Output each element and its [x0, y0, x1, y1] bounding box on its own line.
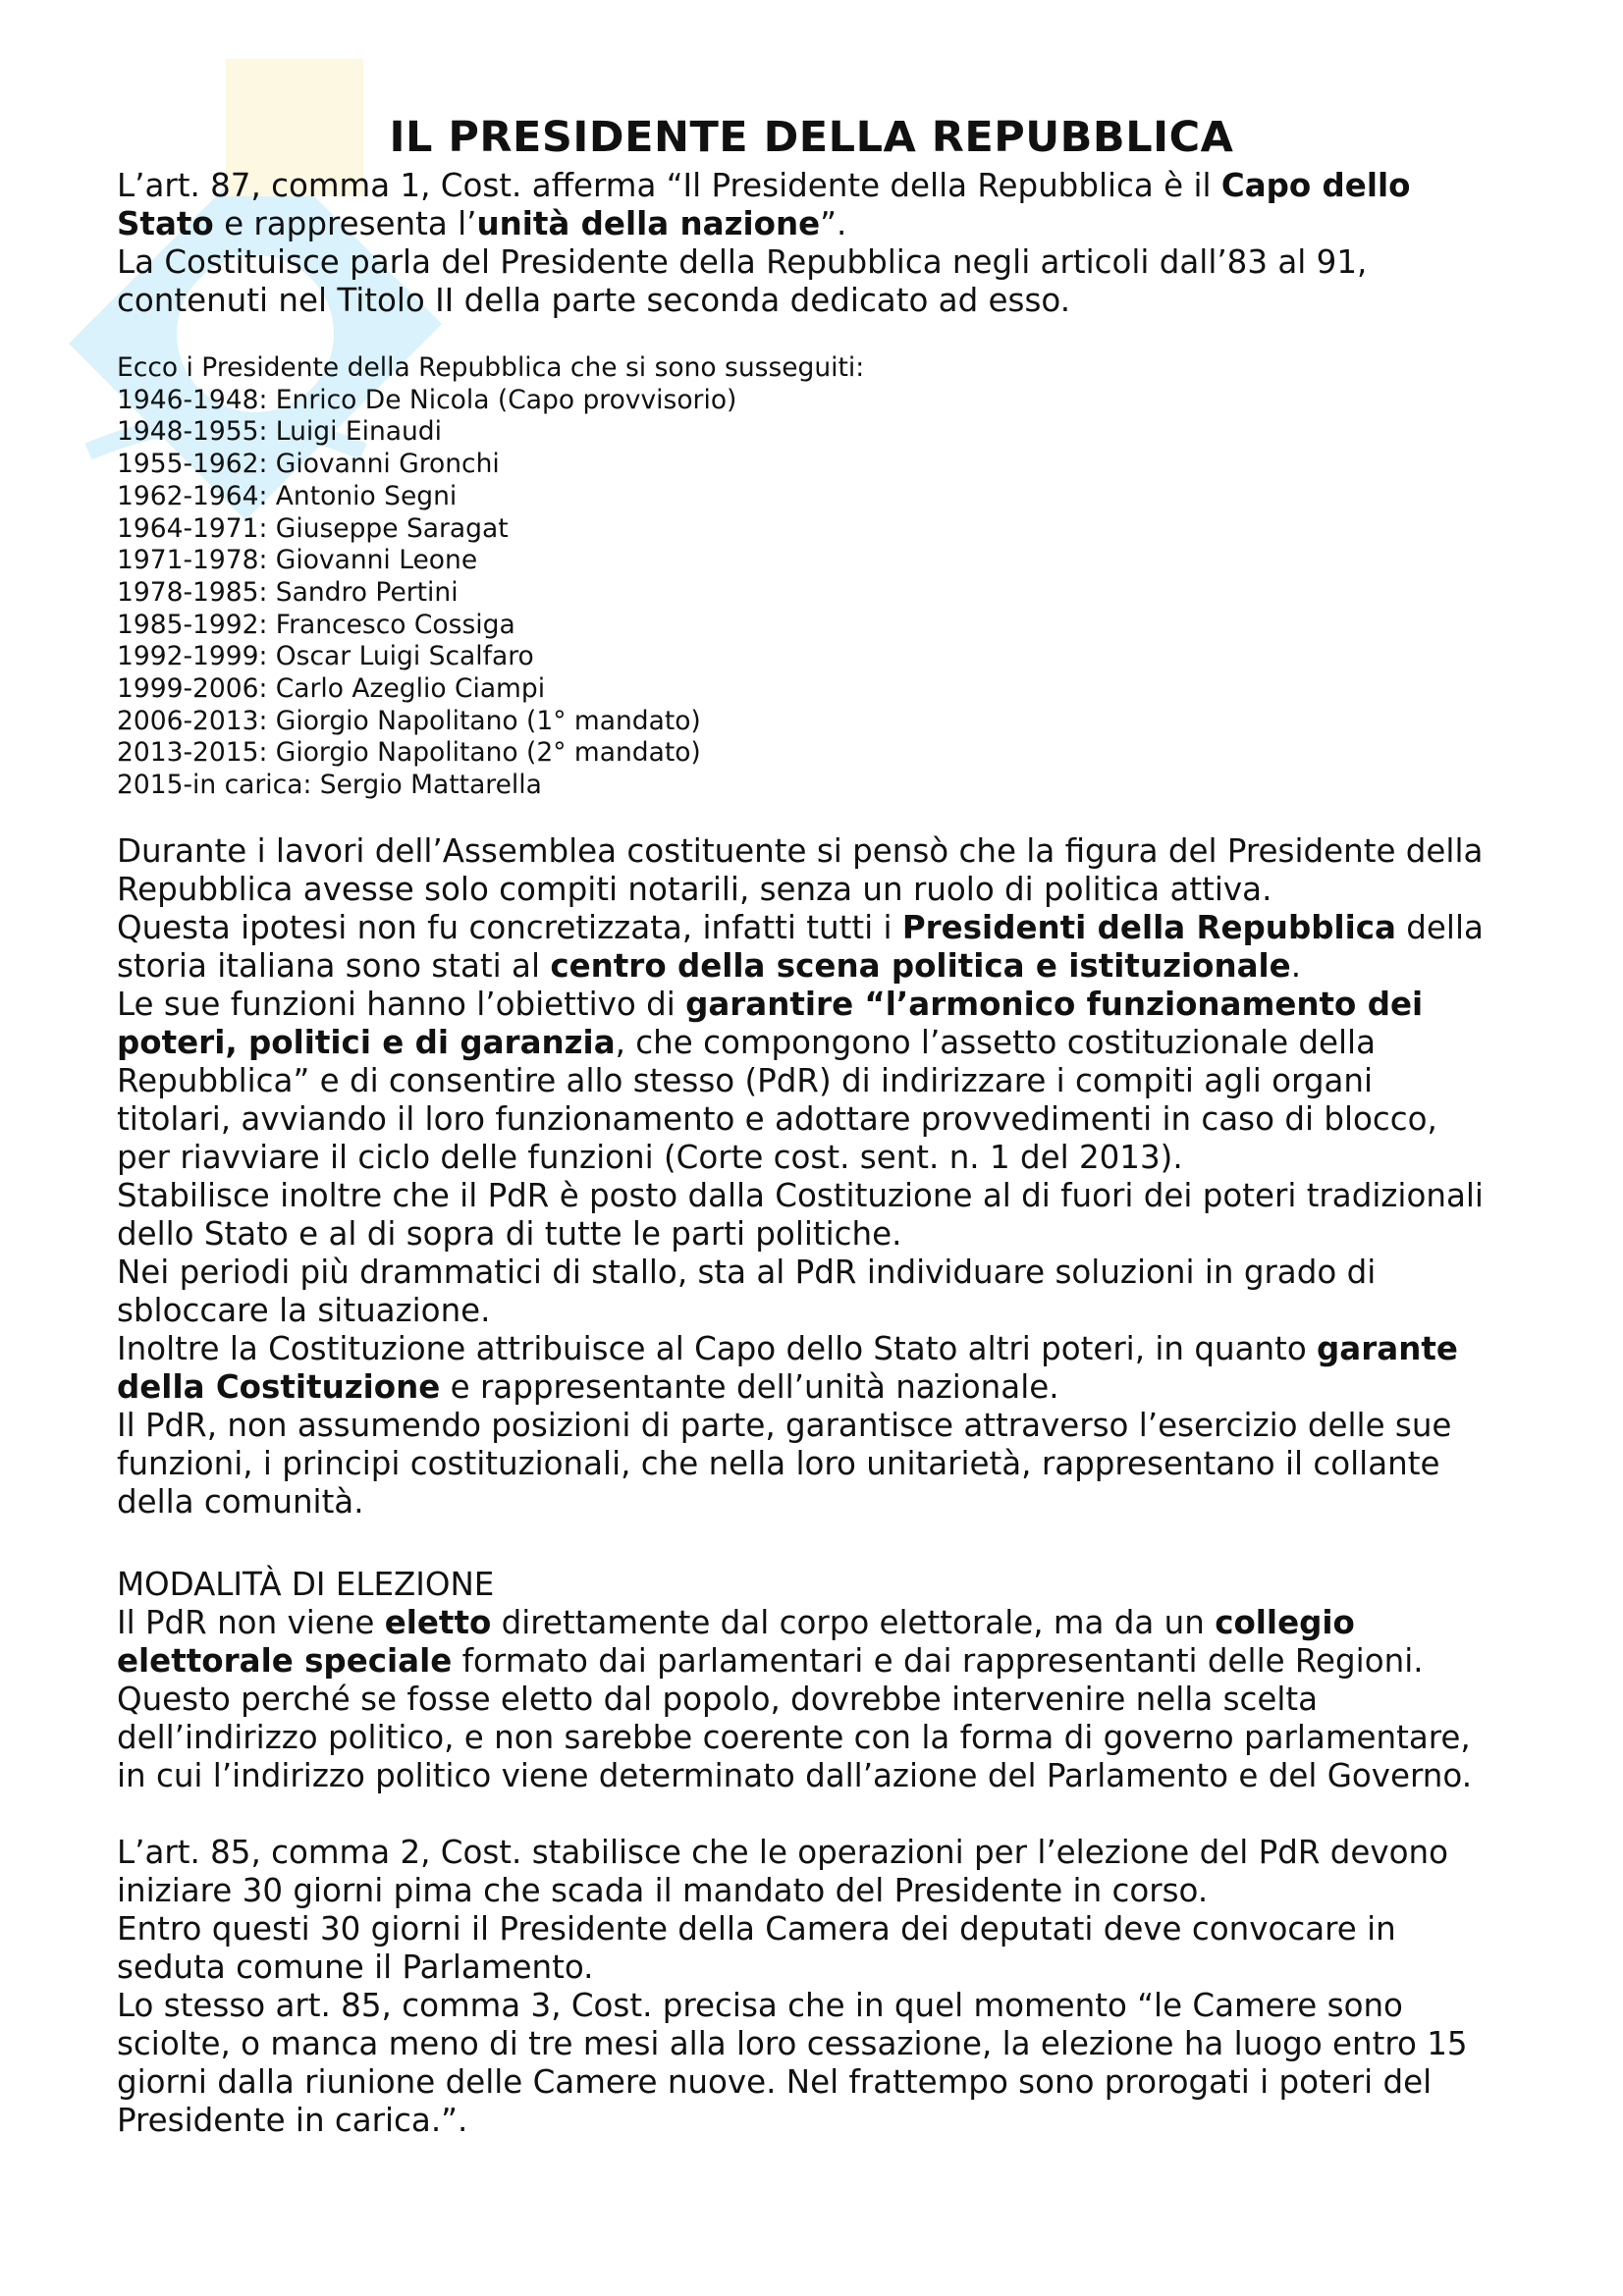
body-line: Stabilisce inoltre che il PdR è posto dalla Costituzione al di fuori dei poteri tradizionali	[117, 1177, 1484, 1214]
body-line: in cui l’indirizzo politico viene determinato dall’azione del Parlamento e del Governo.	[117, 1757, 1473, 1794]
body-text: Le sue funzioni hanno l’obiettivo di	[117, 986, 686, 1023]
intro-line-2	[117, 205, 1531, 243]
body-line: titolari, avviando il loro funzionamento e adottare provvedimenti in caso di blocco,	[117, 1100, 1437, 1138]
body-bold: della Costituzione	[117, 1368, 441, 1406]
intro-text: ”.	[820, 205, 847, 242]
body-line	[117, 1368, 1531, 1407]
body-text: direttamente dal corpo elettorale, ma da un	[491, 1604, 1216, 1641]
body-line: giorni dalla riunione delle Camere nuove. Nel frattempo sono prorogati i poteri del	[117, 2063, 1433, 2101]
body-line: dello Stato e al di sopra di tutte le parti politiche.	[117, 1215, 902, 1253]
presidents-heading: Ecco i Presidente della Repubblica che si sono susseguiti:	[117, 352, 865, 383]
body-bold: Presidenti della Repubblica	[901, 909, 1396, 946]
body-line	[117, 909, 1531, 947]
body-line: sciolte, o manca meno di tre mesi alla loro cessazione, la elezione ha luogo entro 15	[117, 2025, 1468, 2062]
list-item: 1948-1955: Luigi Einaudi	[117, 416, 442, 448]
body-text: .	[1290, 947, 1302, 985]
body-line: Nei periodi più drammatici di stallo, sta al PdR individuare soluzioni in grado di	[117, 1254, 1377, 1291]
body-bold: garante	[1317, 1330, 1458, 1367]
list-item: 1992-1999: Oscar Luigi Scalfaro	[117, 641, 534, 672]
list-item: 1985-1992: Francesco Cossiga	[117, 609, 515, 640]
body-line: Questo perché se fosse eletto dal popolo, dovrebbe intervenire nella scelta	[117, 1681, 1319, 1718]
body-bold: eletto	[384, 1604, 492, 1641]
functions-paragraph	[117, 832, 1531, 1522]
body-text: Il PdR non viene	[117, 1604, 385, 1641]
list-item: 2015-in carica: Sergio Mattarella	[117, 770, 542, 801]
body-text: della	[1395, 909, 1484, 946]
intro-paragraph	[117, 167, 1531, 320]
intro-line-1	[117, 167, 1531, 205]
body-line: iniziare 30 giorni pima che scada il mandato del Presidente in corso.	[117, 1872, 1209, 1909]
body-line: Repubblica avesse solo compiti notarili, senza un ruolo di politica attiva.	[117, 871, 1272, 908]
body-text: storia italiana sono stati al	[117, 947, 551, 985]
intro-line-4: contenuti nel Titolo II della parte seconda dedicato ad esso.	[117, 282, 1071, 319]
body-line: funzioni, i principi costituzionali, che nella loro unitarietà, rappresentano il collante	[117, 1445, 1440, 1482]
election-section	[117, 1566, 1531, 1795]
list-item: 1978-1985: Sandro Pertini	[117, 576, 459, 608]
list-item: 2013-2015: Giorgio Napolitano (2° mandato)	[117, 737, 701, 769]
list-item: 1971-1978: Giovanni Leone	[117, 545, 478, 576]
list-item: 1962-1964: Antonio Segni	[117, 480, 458, 511]
body-bold: garantire “l’armonico funzionamento dei	[685, 986, 1424, 1023]
intro-bold: unità della nazione	[476, 205, 821, 242]
list-item: 1999-2006: Carlo Azeglio Ciampi	[117, 673, 546, 705]
body-line: Il PdR, non assumendo posizioni di parte, garantisce attraverso l’esercizio delle sue	[117, 1407, 1452, 1444]
body-line: Presidente in carica.”.	[117, 2102, 468, 2139]
body-bold: centro della scena politica e istituzionale	[550, 947, 1291, 985]
body-text: Questa ipotesi non fu concretizzata, infatti tutti i	[117, 909, 902, 946]
list-item: 1964-1971: Giuseppe Saragat	[117, 512, 509, 544]
body-text: formato dai parlamentari e dai rappresentanti delle Regioni.	[452, 1642, 1424, 1680]
body-line: Entro questi 30 giorni il Presidente della Camera dei deputati deve convocare in	[117, 1910, 1396, 1948]
intro-bold: Capo dello	[1220, 167, 1411, 204]
body-line: sbloccare la situazione.	[117, 1292, 491, 1329]
body-line: Repubblica” e di consentire allo stesso (PdR) di indirizzare i compiti agli organi	[117, 1062, 1373, 1099]
body-line	[117, 1604, 1531, 1642]
list-item: 2006-2013: Giorgio Napolitano (1° mandato)	[117, 705, 701, 736]
section-heading: MODALITÀ DI ELEZIONE	[117, 1566, 495, 1603]
intro-bold: Stato	[117, 205, 214, 242]
body-bold: poteri, politici e di garanzia	[117, 1024, 616, 1061]
list-item: 1946-1948: Enrico De Nicola (Capo provvisorio)	[117, 384, 737, 415]
presidents-list	[117, 352, 1531, 802]
body-line: Lo stesso art. 85, comma 3, Cost. precisa che in quel momento “le Camere sono	[117, 1987, 1403, 2024]
body-line	[117, 1330, 1531, 1368]
article-85-paragraph	[117, 1834, 1531, 2140]
intro-text: L’art. 87, comma 1, Cost. afferma “Il Presidente della Repubblica è il	[117, 167, 1221, 204]
body-line: Durante i lavori dell’Assemblea costituente si pensò che la figura del Presidente della	[117, 832, 1484, 870]
body-line: per riavviare il ciclo delle funzioni (Corte cost. sent. n. 1 del 2013).	[117, 1139, 1183, 1176]
body-line: L’art. 85, comma 2, Cost. stabilisce che le operazioni per l’elezione del PdR devono	[117, 1834, 1448, 1871]
body-line: della comunità.	[117, 1483, 364, 1521]
body-text: , che compongono l’assetto costituzionale della	[615, 1024, 1377, 1061]
body-line	[117, 986, 1531, 1024]
intro-line-3: La Costituisce parla del Presidente della Repubblica negli articoli dall’83 al 91,	[117, 243, 1368, 281]
body-line: dell’indirizzo politico, e non sarebbe coerente con la forma di governo parlamentare,	[117, 1719, 1471, 1756]
body-line: seduta comune il Parlamento.	[117, 1949, 594, 1986]
body-line	[117, 1642, 1531, 1681]
body-text: e rappresentante dell’unità nazionale.	[440, 1368, 1059, 1406]
intro-text: e rappresenta l’	[213, 205, 477, 242]
body-text: Inoltre la Costituzione attribuisce al Capo dello Stato altri poteri, in quanto	[117, 1330, 1318, 1367]
page-title: IL PRESIDENTE DELLA REPUBBLICA	[389, 113, 1234, 162]
list-item: 1955-1962: Giovanni Gronchi	[117, 449, 500, 480]
body-bold: collegio	[1215, 1604, 1355, 1641]
body-line	[117, 947, 1531, 986]
body-line	[117, 1024, 1531, 1062]
body-bold: elettorale speciale	[117, 1642, 453, 1680]
